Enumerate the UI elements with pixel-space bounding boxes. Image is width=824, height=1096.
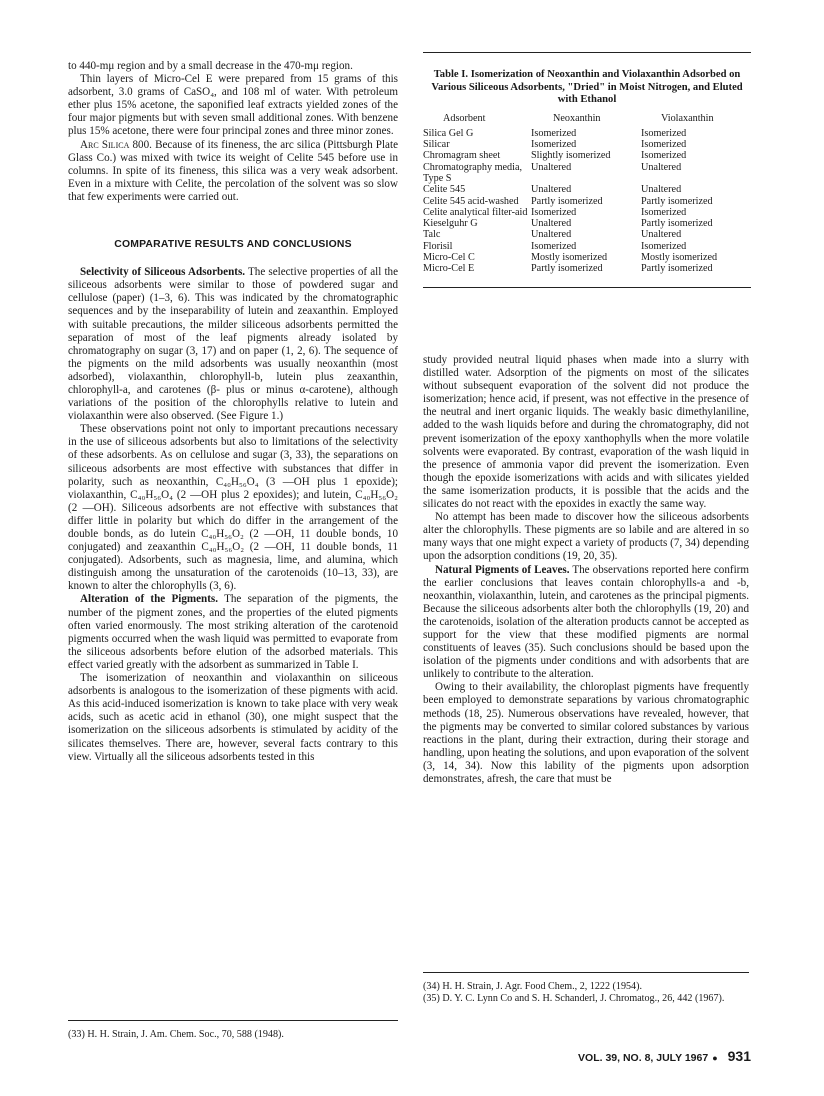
neoxanthin-cell: Unaltered <box>531 184 572 196</box>
violaxanthin-cell: Partly isomerized <box>641 263 713 275</box>
footnotes-left <box>68 1020 398 1041</box>
table-row <box>423 207 751 218</box>
footnote: (33) H. H. Strain, J. Am. Chem. Soc., 70, 588 (1948). <box>68 1029 284 1040</box>
table-row <box>423 218 751 229</box>
adsorbent-cell: Micro-Cel E <box>423 263 475 275</box>
violaxanthin-cell: Partly isomerized <box>641 218 713 230</box>
page-footer <box>578 1048 751 1064</box>
table-title: Table I. Isomerization of Neoxanthin and Violaxanthin Adsorbed on Various Siliceous Adsorbents, "Dried" in Moist Nitrogen, and Eluted with Ethanol <box>431 69 743 105</box>
adsorbent-cell: Celite 545 acid-washed <box>423 195 519 207</box>
violaxanthin-cell: Mostly isomerized <box>641 252 718 264</box>
neoxanthin-cell: Unaltered <box>531 229 572 241</box>
violaxanthin-cell: Isomerized <box>641 206 687 218</box>
neoxanthin-cell: Isomerized <box>531 139 577 151</box>
run-in-heading: Selectivity of Siliceous Adsorbents. <box>80 266 246 279</box>
table-bottom-rule <box>423 287 751 288</box>
paragraph: Owing to their availability, the chloroplast pigments have frequently been employed to demonstrate separations by various chromatographic methods (18, 25). Numerous observations have revealed, however, that the pigments may be converted to similar colored substances by various reactions in the plant, during their extraction, during their storage and handling, upon heating the solutions, and upon evaporation of the solvent (3, 14, 34). Now this lability of the pigments upon adsorption demonstrates, afresh, the care that must be <box>423 681 749 785</box>
violaxanthin-cell: Unaltered <box>641 184 682 196</box>
violaxanthin-cell: Isomerized <box>641 127 687 139</box>
neoxanthin-cell: Isomerized <box>531 240 577 252</box>
adsorbent-cell: Kieselguhr G <box>423 218 478 230</box>
run-in-heading: Alteration of the Pigments. <box>80 593 219 606</box>
neoxanthin-cell: Mostly isomerized <box>531 252 608 264</box>
table-row <box>423 150 751 161</box>
bullet-icon: ● <box>712 1053 718 1063</box>
footnote: (34) H. H. Strain, J. Agr. Food Chem., 2, 1222 (1954). <box>423 981 642 992</box>
neoxanthin-cell: Isomerized <box>531 127 577 139</box>
table-top-rule <box>423 52 751 53</box>
paragraph: No attempt has been made to discover how the siliceous adsorbents alter the chlorophylls. These pigments are so labile and are altered in so many ways that one might expect a variety of products (7, 34) depending upon the adsorption conditions (19, 20, 35). <box>423 511 749 563</box>
table-header-row <box>423 113 751 128</box>
table-row <box>423 252 751 263</box>
table-1 <box>423 52 751 288</box>
paragraph: These observations point not only to important precautions necessary in the use of siliceous adsorbents but also to limitations of the selectivity of these adsorbents. As on cellulose and sugar (3, 33), the separations on siliceous adsorbents are most effective with substances that differ in polarity, such as neoxanthin, C₄₀H₅₆O₄ (3 —OH plus 1 epoxide); violaxanthin, C₄₀H₅₆O₄ (2 —OH plus 2 epoxides); and lutein, C₄₀H₅₆O₂ (2 —OH). Siliceous adsorbents are not effective with substances that differ little in polarity but which do differ in the arrangement of the double bonds, as do lutein C₄₀H₅₆O₂ (2 —OH, 11 double bonds, 10 conjugated) and zeaxanthin C₄₀H₅₆O₂ (2 —OH, 11 double bonds, 11 conjugated). Adsorbents, such as magnesia, lime, and alumina, which distinguish among the unsaturation of the carotenoids (10–13, 33), are known to alter the chlorophylls (3, 6). <box>68 423 398 593</box>
run-in-heading: Natural Pigments of Leaves. <box>435 563 570 576</box>
table-row <box>423 229 751 240</box>
table-row <box>423 128 751 139</box>
column-header: Neoxanthin <box>553 112 601 124</box>
paragraph-text: The separation of the pigments, the number of the pigment zones, and the properties of the eluted pigments often varied enormously. The most striking alteration of the carotenoid pigments occurred when the wash liquid was permitted to evaporate from the siliceous adsorbents before elution of the adsorbed materials. This effect varied greatly with the adsorbent as summarized in Table I. <box>68 593 398 671</box>
footnotes-right <box>423 972 749 1005</box>
adsorbent-cell: Celite analytical filter-aid <box>423 206 528 218</box>
footnote: (35) D. Y. C. Lynn Co and S. H. Schanderl, J. Chromatog., 26, 442 (1967). <box>423 993 725 1004</box>
adsorbent-cell: Talc <box>423 229 441 241</box>
table-row <box>423 196 751 207</box>
table-row <box>423 263 751 274</box>
neoxanthin-cell: Isomerized <box>531 206 577 218</box>
table-row <box>423 241 751 252</box>
right-column <box>423 354 749 786</box>
neoxanthin-cell: Unaltered <box>531 161 572 173</box>
section-heading: COMPARATIVE RESULTS AND CONCLUSIONS <box>114 239 352 251</box>
run-in-heading: Arc Silica 800. <box>80 138 152 151</box>
page-number: 931 <box>727 1048 751 1064</box>
paragraph <box>68 266 398 423</box>
paragraph: The isomerization of neoxanthin and violaxanthin on siliceous adsorbents is analogous to the isomerization of these pigments with acid. As this acid-induced isomerization is known to take place with very weak acids, such as acetic acid in ethanol (30), one might suspect that the isomerization on the siliceous adsorbents is stimulated by acidity of the silicates themselves. There are, however, several facts contrary to this view. Virtually all the siliceous adsorbents tested in this <box>68 672 398 763</box>
violaxanthin-cell: Unaltered <box>641 229 682 241</box>
adsorbent-cell: Silicar <box>423 139 450 151</box>
adsorbent-cell: Celite 545 <box>423 184 466 196</box>
violaxanthin-cell: Partly isomerized <box>641 195 713 207</box>
left-column <box>68 60 398 764</box>
paragraph: to 440-mμ region and by a small decrease in the 470-mμ region. <box>68 60 353 72</box>
violaxanthin-cell: Isomerized <box>641 139 687 151</box>
paragraph-text: The observations reported here confirm the earlier conclusions that leaves contain chlorophylls-a and -b, neoxanthin, violaxanthin, lutein, and carotenes as the principal pigments. Because the siliceous adsorbents alter both the chlorophylls (19, 20) and the carotenoids, isolation of the alteration products cannot be accepted as support for the view that these modified pigments are normal constituents of leaves (35). Such conclusions should be based upon the isolation of the pigments under conditions and with adsorbents that are unlikely to contribute to the alteration. <box>423 563 749 681</box>
violaxanthin-cell: Isomerized <box>641 240 687 252</box>
paragraph-text: Because of its fineness, the arc silica (Pittsburgh Plate Glass Co.) was mixed with twice its weight of Celite 545 before use in columns. In spite of its fineness, this silica was a very weak adsorbent. Even in a mixture with Celite, the percolation of the solvent was so slow that few experiments were carried out. <box>68 138 398 203</box>
neoxanthin-cell: Unaltered <box>531 218 572 230</box>
neoxanthin-cell: Slightly isomerized <box>531 150 611 162</box>
journal-info: VOL. 39, NO. 8, JULY 1967 <box>578 1052 709 1064</box>
violaxanthin-cell: Unaltered <box>641 161 682 173</box>
paragraph <box>68 139 398 204</box>
table-row <box>423 139 751 150</box>
adsorbent-cell: Florisil <box>423 240 453 252</box>
column-header: Violaxanthin <box>661 112 714 124</box>
adsorbent-cell: Chromagram sheet <box>423 150 501 162</box>
isomerization-table <box>423 113 751 275</box>
paragraph <box>423 564 749 682</box>
adsorbent-cell: Chromatography media, Type S <box>423 161 523 184</box>
paragraph-text: The selective properties of all the siliceous adsorbents were similar to those of powdered sugar and cellulose (paper) (1–3, 6). This was indicated by the chromatographic sequences and by the inseparability of lutein and zeaxanthin. Employed with suitable precautions, the milder siliceous adsorbents permitted the separation of most of the leaf pigments already isolated by chromatography on sugar (3, 17) and on paper (1, 2, 6). The sequence of the pigments on the mild adsorbents was usually neoxanthin (most adsorbed), violaxanthin, chlorophyll-b, lutein plus zeaxanthin, chlorophyll-a, and carotenes (β- plus or minus α-carotene), although variations of the position of the chlorophylls relative to lutein and violaxanthin were also observed. (See Figure 1.) <box>68 266 399 423</box>
adsorbent-cell: Micro-Cel C <box>423 252 475 264</box>
neoxanthin-cell: Partly isomerized <box>531 263 603 275</box>
table-row <box>423 184 751 195</box>
paragraph: study provided neutral liquid phases when made into a slurry with distilled water. Adsorption of the pigments on most of the silicates without subsequent evaporation of the solvent did not produce the isomerization; hence acid, if present, was not effective in the presence of the neutral and inert organic liquids. The weakly basic dimethylaniline, added to the wash liquids before and during the chromatography, did not prevent isomerization of the epoxy xanthophylls when the more volatile solvents were evaporated. By contrast, evaporation of the wash liquid in the presence of ammonia vapor did prevent the isomerization. Even though the epoxide isomerizations with acids and with silicates yielded the same isomerization products, it is possible that the acids and the silicates do not react with the epoxides in exactly the same way. <box>423 354 749 511</box>
column-header: Adsorbent <box>443 112 486 124</box>
adsorbent-cell: Silica Gel G <box>423 127 474 139</box>
table-row <box>423 162 751 185</box>
violaxanthin-cell: Isomerized <box>641 150 687 162</box>
paragraph <box>68 593 398 672</box>
neoxanthin-cell: Partly isomerized <box>531 195 603 207</box>
paragraph: Thin layers of Micro-Cel E were prepared from 15 grams of this adsorbent, 3.0 grams of CaSO₄, and 108 ml of water. With petroleum ether plus 15% acetone, the saponified leaf extracts yielded zones of the four major pigments but with seven small additional zones. With benzene plus 15% acetone, there were four principal zones and three minor zones. <box>68 73 398 138</box>
